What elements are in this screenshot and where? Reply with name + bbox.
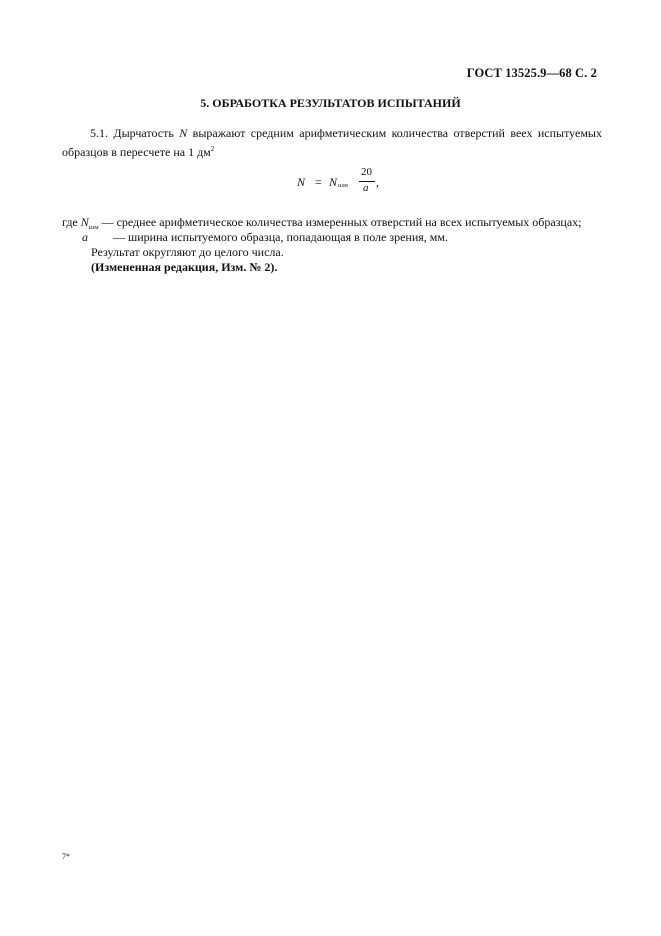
paragraph-5-1 bbox=[62, 126, 602, 160]
variable-n: N bbox=[179, 126, 188, 140]
formula-comma: , bbox=[376, 175, 379, 189]
where-var-subscript: изм bbox=[88, 224, 99, 231]
formula-numerator: 20 bbox=[361, 166, 372, 178]
paragraph-text: выражают средним арифметическим количества отверстий веех испытуемых образцов в пересчете на 1 дм bbox=[62, 126, 602, 159]
amendment-note: (Измененная редакция, Изм. № 2). bbox=[91, 260, 278, 274]
formula-equals: = bbox=[315, 175, 322, 189]
document-header: ГОСТ 13525.9—68 С. 2 bbox=[466, 66, 597, 80]
where-desc: — ширина испытуемого образца, попадающая в поле зрения, мм. bbox=[110, 230, 448, 244]
formula-denominator: a bbox=[363, 182, 369, 194]
where-desc: — среднее арифметическое количества измеренных отверстий на всех испытуемых образцах; bbox=[98, 215, 582, 229]
formula-rhs-subscript: изм bbox=[338, 182, 348, 189]
section-title: 5. ОБРАБОТКА РЕЗУЛЬТАТОВ ИСПЫТАНИЙ bbox=[200, 96, 461, 110]
where-prefix: где bbox=[62, 215, 81, 229]
paragraph-lead: 5.1. Дырчатость bbox=[90, 126, 180, 140]
page-mark: 7* bbox=[62, 852, 70, 861]
superscript-two: 2 bbox=[210, 144, 215, 153]
formula-rhs-var: N bbox=[329, 175, 338, 189]
formula-lhs: N bbox=[297, 175, 306, 189]
where-var: a bbox=[82, 230, 88, 244]
where-item bbox=[62, 230, 448, 245]
rounding-note: Результат округляют до целого числа. bbox=[91, 245, 284, 259]
where-var: N bbox=[80, 215, 89, 229]
